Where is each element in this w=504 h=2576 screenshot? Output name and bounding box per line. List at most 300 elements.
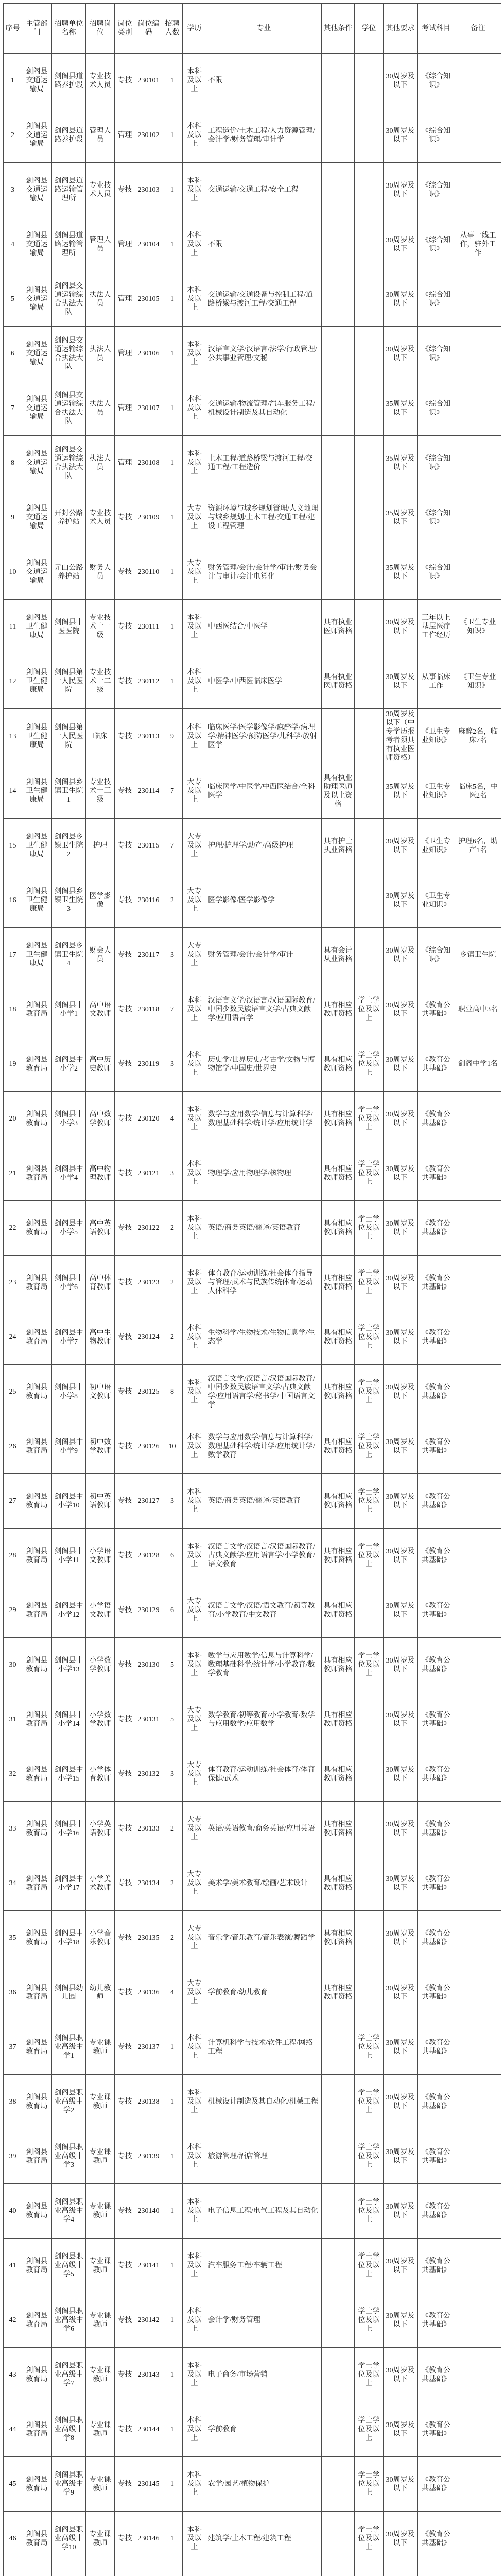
- department-cell: 剑阁县教育局: [22, 1856, 52, 1911]
- exam-subject-cell: 《综合知识》: [418, 381, 455, 436]
- major-cell: 汉语言文学/汉语言/法学/行政管理/公共事业管理/文秘: [206, 327, 322, 381]
- degree-cell: [355, 490, 384, 545]
- other-requirement-cell: 30周岁及以下: [384, 1638, 418, 1692]
- department-cell: 剑阁县交通运输局: [22, 272, 52, 327]
- headcount-cell: 1: [162, 2457, 183, 2512]
- post-category-cell: 管理: [115, 436, 135, 490]
- other-requirement-cell: 30周岁及以下: [384, 1092, 418, 1146]
- other-requirement-cell: 30周岁及以下: [384, 163, 418, 217]
- post-category-cell: 专技: [115, 1092, 135, 1146]
- row-number-cell: 21: [4, 1146, 22, 1201]
- department-cell: 剑阁县教育局: [22, 1037, 52, 1092]
- education-cell: 本科及以上: [183, 2457, 206, 2512]
- education-cell: 本科及以上: [183, 436, 206, 490]
- table-row: [4, 2184, 501, 2239]
- condition-cell: 具有相应教师资格: [322, 1965, 355, 2020]
- table-row: [4, 1419, 501, 1474]
- post-name-cell: 执法人员: [86, 272, 115, 327]
- other-requirement-cell: 30周岁及以下: [384, 654, 418, 709]
- post-code-cell: 230117: [135, 928, 162, 982]
- row-number-cell: 23: [4, 1256, 22, 1310]
- post-name-cell: 初中数学教师: [86, 1419, 115, 1474]
- post-name-cell: 小学美术教师: [86, 1856, 115, 1911]
- major-cell: [206, 2566, 322, 2576]
- department-cell: 剑阁县教育局: [22, 1529, 52, 1583]
- degree-cell: 学士学位及以上: [355, 2512, 384, 2566]
- post-category-cell: 专技: [115, 873, 135, 928]
- exam-subject-cell: 《教育公共基础》: [418, 2129, 455, 2184]
- department-cell: 剑阁县教育局: [22, 2020, 52, 2075]
- unit-name-cell: 剑阁县中小学6: [52, 1256, 86, 1310]
- table-row: [4, 764, 501, 819]
- table-row: [4, 1747, 501, 1802]
- post-category-cell: 专技: [115, 2293, 135, 2348]
- post-code-cell: 230140: [135, 2184, 162, 2239]
- major-cell: 汽车服务工程/车辆工程: [206, 2239, 322, 2293]
- post-name-cell: 专业技术人员: [86, 54, 115, 108]
- major-cell: 音乐学/音乐教育/音乐表演/舞蹈学: [206, 1911, 322, 1965]
- other-requirement-cell: 30周岁及以下（中专学历报考者须具有执业医师资格）: [384, 709, 418, 764]
- remark-cell: [455, 1747, 501, 1802]
- table-row: [4, 2402, 501, 2457]
- exam-subject-cell: 《教育公共基础》: [418, 1692, 455, 1747]
- post-code-cell: 230143: [135, 2348, 162, 2402]
- other-requirement-cell: 30周岁及以下: [384, 1201, 418, 1256]
- headcount-cell: 3: [162, 1037, 183, 1092]
- education-cell: 本科及以上: [183, 2184, 206, 2239]
- major-cell: 医学影像/医学影像学: [206, 873, 322, 928]
- education-cell: 本科及以上: [183, 1419, 206, 1474]
- row-number-cell: 46: [4, 2512, 22, 2566]
- other-requirement-cell: 30周岁及以下: [384, 600, 418, 654]
- other-requirement-cell: 30周岁及以下: [384, 2512, 418, 2566]
- headcount-cell: 1: [162, 2512, 183, 2566]
- post-name-cell: 专业技术十二级: [86, 654, 115, 709]
- unit-name-cell: 剑阁县职业高级中学8: [52, 2402, 86, 2457]
- header-cell: 其他要求: [384, 4, 418, 54]
- remark-cell: [455, 436, 501, 490]
- row-number-cell: 10: [4, 545, 22, 600]
- department-cell: 剑阁县教育局: [22, 1911, 52, 1965]
- other-requirement-cell: 30周岁及以下: [384, 1474, 418, 1529]
- post-category-cell: 专技: [115, 2512, 135, 2566]
- table-row: [4, 1965, 501, 2020]
- other-requirement-cell: 35周岁及以下: [384, 436, 418, 490]
- other-requirement-cell: 30周岁及以下: [384, 1529, 418, 1583]
- condition-cell: [322, 163, 355, 217]
- department-cell: 剑阁县教育局: [22, 2402, 52, 2457]
- table-row: [4, 1310, 501, 1365]
- education-cell: 大专及以上: [183, 1856, 206, 1911]
- recruitment-table-sheet: [3, 3, 501, 2576]
- unit-name-cell: 剑阁县职业高级中学1: [52, 2020, 86, 2075]
- major-cell: 土木工程/道路桥梁与渡河工程/交通工程/工程造价: [206, 436, 322, 490]
- condition-cell: [322, 217, 355, 272]
- education-cell: 本科及以上: [183, 709, 206, 764]
- other-requirement-cell: 30周岁及以下: [384, 1256, 418, 1310]
- post-name-cell: 执法人员: [86, 327, 115, 381]
- major-cell: 交通运输/交通工程/安全工程: [206, 163, 322, 217]
- degree-cell: 学士学位及以上: [355, 1256, 384, 1310]
- unit-name-cell: 剑阁县交通运输综合执法大队: [52, 272, 86, 327]
- exam-subject-cell: 《教育公共基础》: [418, 2075, 455, 2129]
- department-cell: 剑阁县教育局: [22, 1965, 52, 2020]
- row-number-cell: 29: [4, 1583, 22, 1638]
- header-cell: 序号: [4, 4, 22, 54]
- remark-cell: [455, 1802, 501, 1856]
- table-row: [4, 2512, 501, 2566]
- table-row: [4, 545, 501, 600]
- post-code-cell: 230128: [135, 1529, 162, 1583]
- exam-subject-cell: 《卫生专业知识》: [418, 819, 455, 873]
- table-row: [4, 1146, 501, 1201]
- degree-cell: 学士学位及以上: [355, 2293, 384, 2348]
- header-cell: 专业: [206, 4, 322, 54]
- remark-cell: [455, 2184, 501, 2239]
- post-code-cell: 230144: [135, 2402, 162, 2457]
- post-code-cell: 230133: [135, 1802, 162, 1856]
- exam-subject-cell: 《教育公共基础》: [418, 2402, 455, 2457]
- condition-cell: 具有相应教师资格: [322, 1802, 355, 1856]
- remark-cell: [455, 2020, 501, 2075]
- unit-name-cell: 剑阁县乡镇卫生院3: [52, 873, 86, 928]
- headcount-cell: 1: [162, 2184, 183, 2239]
- condition-cell: 具有会计从业资格: [322, 928, 355, 982]
- education-cell: 本科及以上: [183, 982, 206, 1037]
- row-number-cell: 7: [4, 381, 22, 436]
- condition-cell: 具有执业助理医师及以上资格: [322, 764, 355, 819]
- condition-cell: 具有相应教师资格: [322, 1474, 355, 1529]
- department-cell: 剑阁县教育局: [22, 982, 52, 1037]
- post-name-cell: 小学数学教师: [86, 1692, 115, 1747]
- other-requirement-cell: 30周岁及以下: [384, 327, 418, 381]
- major-cell: 建筑学/土木工程/建筑工程: [206, 2512, 322, 2566]
- remark-cell: [455, 2348, 501, 2402]
- headcount-cell: 7: [162, 982, 183, 1037]
- unit-name-cell: 剑阁县中小学18: [52, 1911, 86, 1965]
- education-cell: [183, 2566, 206, 2576]
- condition-cell: 具有相应教师资格: [322, 1692, 355, 1747]
- headcount-cell: 1: [162, 2020, 183, 2075]
- degree-cell: [355, 1583, 384, 1638]
- department-cell: 剑阁县卫生健康局: [22, 873, 52, 928]
- education-cell: 本科及以上: [183, 327, 206, 381]
- major-cell: 电子商务/市场营销: [206, 2348, 322, 2402]
- post-category-cell: 专技: [115, 163, 135, 217]
- degree-cell: 学士学位及以上: [355, 2348, 384, 2402]
- post-name-cell: 专业课教师: [86, 2293, 115, 2348]
- post-code-cell: 230134: [135, 1856, 162, 1911]
- other-requirement-cell: 30周岁及以下: [384, 1802, 418, 1856]
- remark-cell: [455, 2129, 501, 2184]
- remark-cell: [455, 873, 501, 928]
- degree-cell: [355, 272, 384, 327]
- condition-cell: 具有相应教师资格: [322, 982, 355, 1037]
- exam-subject-cell: 《教育公共基础》: [418, 1965, 455, 2020]
- degree-cell: 学士学位及以上: [355, 2457, 384, 2512]
- exam-subject-cell: 《综合知识》: [418, 545, 455, 600]
- exam-subject-cell: 《综合知识》: [418, 217, 455, 272]
- table-row: [4, 1856, 501, 1911]
- major-cell: 体育教育/运动训练/社会体育指导与管理/武术与民族传统体育/运动人体科学: [206, 1256, 322, 1310]
- table-row: [4, 1692, 501, 1747]
- post-code-cell: 230116: [135, 873, 162, 928]
- unit-name-cell: 剑阁县乡镇卫生院4: [52, 928, 86, 982]
- row-number-cell: 44: [4, 2402, 22, 2457]
- post-name-cell: [86, 2566, 115, 2576]
- post-code-cell: 230138: [135, 2075, 162, 2129]
- major-cell: 美术学/美术教育/绘画/艺术设计: [206, 1856, 322, 1911]
- major-cell: 机械设计制造及其自动化/机械工程: [206, 2075, 322, 2129]
- major-cell: 英语/商务英语/翻译/英语教育: [206, 1201, 322, 1256]
- headcount-cell: 7: [162, 764, 183, 819]
- major-cell: 历史学/世界历史/考古学/文物与博物馆学/中国史/世界史: [206, 1037, 322, 1092]
- department-cell: 剑阁县卫生健康局: [22, 654, 52, 709]
- remark-cell: 乡镇卫生院: [455, 928, 501, 982]
- post-category-cell: 管理: [115, 217, 135, 272]
- major-cell: 中西医结合/中医学: [206, 600, 322, 654]
- department-cell: 剑阁县交通运输局: [22, 490, 52, 545]
- post-name-cell: 专业技术人员: [86, 163, 115, 217]
- major-cell: 护理/护理学/助产/高级护理: [206, 819, 322, 873]
- other-requirement-cell: 35周岁及以下: [384, 490, 418, 545]
- table-row: [4, 1256, 501, 1310]
- condition-cell: 具有相应教师资格: [322, 1419, 355, 1474]
- unit-name-cell: 剑阁县职业高级中学6: [52, 2293, 86, 2348]
- department-cell: 剑阁县教育局: [22, 1692, 52, 1747]
- unit-name-cell: 剑阁县第一人民医院: [52, 654, 86, 709]
- post-name-cell: 高中物理教师: [86, 1146, 115, 1201]
- education-cell: 本科及以上: [183, 2075, 206, 2129]
- remark-cell: [455, 1856, 501, 1911]
- headcount-cell: 2: [162, 873, 183, 928]
- headcount-cell: 6: [162, 1583, 183, 1638]
- unit-name-cell: 剑阁县道路养护段: [52, 108, 86, 163]
- major-cell: 汉语言文学/汉语言/汉语国际教育/古典文献学/应用语言学/小学教育/语文教育: [206, 1529, 322, 1583]
- post-code-cell: 230132: [135, 1747, 162, 1802]
- header-cell: 招聘单位名称: [52, 4, 86, 54]
- exam-subject-cell: 《教育公共基础》: [418, 2457, 455, 2512]
- headcount-cell: 3: [162, 928, 183, 982]
- remark-cell: [455, 1092, 501, 1146]
- header-cell: 学位: [355, 4, 384, 54]
- remark-cell: [455, 2457, 501, 2512]
- unit-name-cell: 剑阁县中小学3: [52, 1092, 86, 1146]
- post-name-cell: 专业技术十三级: [86, 764, 115, 819]
- row-number-cell: 38: [4, 2075, 22, 2129]
- other-requirement-cell: 30周岁及以下: [384, 272, 418, 327]
- other-requirement-cell: 30周岁及以下: [384, 1911, 418, 1965]
- post-category-cell: 专技: [115, 1146, 135, 1201]
- post-category-cell: 专技: [115, 1692, 135, 1747]
- remark-cell: [455, 1911, 501, 1965]
- degree-cell: [355, 217, 384, 272]
- unit-name-cell: 剑阁县中小学16: [52, 1802, 86, 1856]
- header-cell: 岗位类别: [115, 4, 135, 54]
- row-number-cell: 17: [4, 928, 22, 982]
- unit-name-cell: 元山公路养护站: [52, 545, 86, 600]
- unit-name-cell: 剑阁县交通运输综合执法大队: [52, 327, 86, 381]
- post-category-cell: 管理: [115, 327, 135, 381]
- header-cell: 其他条件: [322, 4, 355, 54]
- headcount-cell: 1: [162, 654, 183, 709]
- other-requirement-cell: 30周岁及以下: [384, 2348, 418, 2402]
- header-cell: 招聘岗位: [86, 4, 115, 54]
- degree-cell: 学士学位及以上: [355, 1092, 384, 1146]
- condition-cell: 具有相应教师资格: [322, 1747, 355, 1802]
- major-cell: 旅游管理/酒店管理: [206, 2129, 322, 2184]
- degree-cell: 学士学位及以上: [355, 1201, 384, 1256]
- post-name-cell: 专业技术人员: [86, 490, 115, 545]
- degree-cell: [355, 2566, 384, 2576]
- exam-subject-cell: 《综合知识》: [418, 928, 455, 982]
- unit-name-cell: 剑阁县幼儿园: [52, 1965, 86, 2020]
- headcount-cell: 2: [162, 1856, 183, 1911]
- row-number-cell: 34: [4, 1856, 22, 1911]
- exam-subject-cell: 《教育公共基础》: [418, 1146, 455, 1201]
- post-category-cell: 专技: [115, 1419, 135, 1474]
- other-requirement-cell: 30周岁及以下: [384, 1146, 418, 1201]
- recruitment-table: [3, 3, 501, 2576]
- degree-cell: 学士学位及以上: [355, 982, 384, 1037]
- exam-subject-cell: 《卫生专业知识》: [418, 873, 455, 928]
- education-cell: 本科及以上: [183, 2402, 206, 2457]
- row-number-cell: 20: [4, 1092, 22, 1146]
- unit-name-cell: 剑阁县中小学9: [52, 1419, 86, 1474]
- condition-cell: 具有相应教师资格: [322, 1856, 355, 1911]
- table-row: [4, 709, 501, 764]
- other-requirement-cell: 30周岁及以下: [384, 1747, 418, 1802]
- degree-cell: 学士学位及以上: [355, 2402, 384, 2457]
- post-name-cell: 小学语文教师: [86, 1529, 115, 1583]
- headcount-cell: 3: [162, 1474, 183, 1529]
- exam-subject-cell: 《教育公共基础》: [418, 1911, 455, 1965]
- other-requirement-cell: [384, 2566, 418, 2576]
- row-number-cell: 2: [4, 108, 22, 163]
- table-row: [4, 1802, 501, 1856]
- post-name-cell: 初中语文教师: [86, 1365, 115, 1419]
- degree-cell: [355, 327, 384, 381]
- unit-name-cell: 剑阁县中小学12: [52, 1583, 86, 1638]
- major-cell: 资源环境与城乡规划管理/人文地理与城乡规划/土木工程/交通工程/建设工程管理: [206, 490, 322, 545]
- exam-subject-cell: 《卫生专业知识》: [418, 709, 455, 764]
- department-cell: 剑阁县教育局: [22, 1802, 52, 1856]
- remark-cell: [455, 381, 501, 436]
- education-cell: 大专及以上: [183, 1965, 206, 2020]
- post-category-cell: 管理: [115, 272, 135, 327]
- post-code-cell: 230126: [135, 1419, 162, 1474]
- unit-name-cell: [52, 2566, 86, 2576]
- degree-cell: [355, 163, 384, 217]
- post-code-cell: 230109: [135, 490, 162, 545]
- post-name-cell: 专业技术十一级: [86, 600, 115, 654]
- table-row: [4, 2293, 501, 2348]
- condition-cell: 具有相应教师资格: [322, 1146, 355, 1201]
- remark-cell: [455, 1474, 501, 1529]
- degree-cell: [355, 436, 384, 490]
- table-row: [4, 381, 501, 436]
- post-category-cell: 专技: [115, 1638, 135, 1692]
- row-number-cell: 18: [4, 982, 22, 1037]
- major-cell: 临床医学/医学影像学/麻醉学/病理学/精神医学/预防医学/儿科学/放射医学: [206, 709, 322, 764]
- condition-cell: 具有相应教师资格: [322, 1256, 355, 1310]
- post-code-cell: 230118: [135, 982, 162, 1037]
- major-cell: 汉语言文学/汉语言/汉语国际教育/中国少数民族语言文学/古典文献学/应用语言学/秘书学/中国语言文学: [206, 1365, 322, 1419]
- remark-cell: 《卫生专业知识》: [455, 600, 501, 654]
- post-category-cell: 专技: [115, 600, 135, 654]
- department-cell: 剑阁县卫生健康局: [22, 928, 52, 982]
- post-category-cell: 专技: [115, 1911, 135, 1965]
- post-code-cell: 230136: [135, 1965, 162, 2020]
- post-name-cell: 高中历史教师: [86, 1037, 115, 1092]
- exam-subject-cell: 《教育公共基础》: [418, 1856, 455, 1911]
- department-cell: [22, 2566, 52, 2576]
- header-cell: 考试科目: [418, 4, 455, 54]
- row-number-cell: 28: [4, 1529, 22, 1583]
- unit-name-cell: 剑阁县乡镇卫生院2: [52, 819, 86, 873]
- post-code-cell: 230119: [135, 1037, 162, 1092]
- post-category-cell: 管理: [115, 108, 135, 163]
- post-name-cell: 小学英语教师: [86, 1802, 115, 1856]
- remark-cell: [455, 1583, 501, 1638]
- remark-cell: 职业高中3名: [455, 982, 501, 1037]
- major-cell: 交通运输/物流管理/汽车服务工程/机械设计制造及其自动化: [206, 381, 322, 436]
- condition-cell: 具有相应教师资格: [322, 1092, 355, 1146]
- table-row: [4, 2239, 501, 2293]
- post-code-cell: 230107: [135, 381, 162, 436]
- post-category-cell: 专技: [115, 2402, 135, 2457]
- post-name-cell: 专业课教师: [86, 2020, 115, 2075]
- degree-cell: [355, 709, 384, 764]
- department-cell: 剑阁县教育局: [22, 2129, 52, 2184]
- table-row: [4, 1638, 501, 1692]
- row-number-cell: 14: [4, 764, 22, 819]
- remark-cell: [455, 1256, 501, 1310]
- condition-cell: [322, 54, 355, 108]
- education-cell: 大专及以上: [183, 490, 206, 545]
- education-cell: 本科及以上: [183, 1256, 206, 1310]
- department-cell: 剑阁县教育局: [22, 1419, 52, 1474]
- remark-cell: 临床5名，中医2名: [455, 764, 501, 819]
- post-code-cell: 230141: [135, 2239, 162, 2293]
- remark-cell: [455, 1529, 501, 1583]
- row-number-cell: 1: [4, 54, 22, 108]
- major-cell: 生物科学/生物技术/生物信息学/生态学: [206, 1310, 322, 1365]
- remark-cell: 麻醉2名，临床7名: [455, 709, 501, 764]
- exam-subject-cell: 《教育公共基础》: [418, 1474, 455, 1529]
- unit-name-cell: 剑阁县职业高级中学2: [52, 2075, 86, 2129]
- headcount-cell: 1: [162, 2129, 183, 2184]
- major-cell: 临床医学/中医学/中西医结合/全科医学: [206, 764, 322, 819]
- education-cell: 本科及以上: [183, 1092, 206, 1146]
- table-row: [4, 2457, 501, 2512]
- education-cell: 本科及以上: [183, 1474, 206, 1529]
- department-cell: 剑阁县交通运输局: [22, 327, 52, 381]
- major-cell: 英语/商务英语/翻译/英语教育: [206, 1474, 322, 1529]
- major-cell: 学前教育/幼儿教育: [206, 1965, 322, 2020]
- header-cell: 主管部门: [22, 4, 52, 54]
- condition-cell: [322, 2129, 355, 2184]
- table-row: [4, 327, 501, 381]
- row-number-cell: 37: [4, 2020, 22, 2075]
- post-name-cell: 财会人员: [86, 928, 115, 982]
- remark-cell: [455, 54, 501, 108]
- post-category-cell: 专技: [115, 1256, 135, 1310]
- exam-subject-cell: 《教育公共基础》: [418, 2184, 455, 2239]
- headcount-cell: 5: [162, 1692, 183, 1747]
- condition-cell: [322, 2020, 355, 2075]
- headcount-cell: 1: [162, 272, 183, 327]
